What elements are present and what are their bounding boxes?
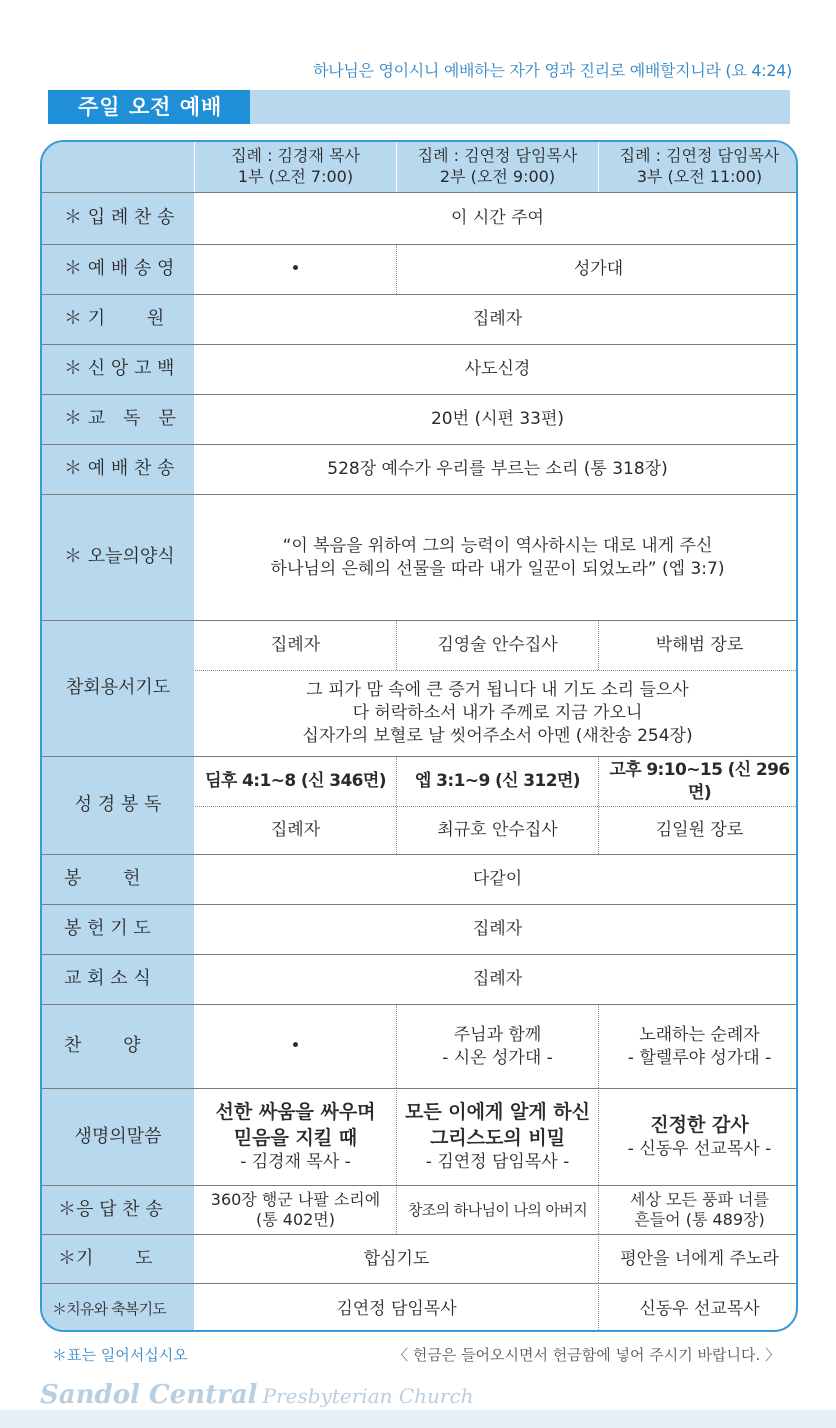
label-praise: ＊ 예 배 송 영 bbox=[64, 258, 175, 280]
confession-line-3: 십자가의 보혈로 날 씻어주소서 아멘 (새찬송 254장) bbox=[302, 725, 693, 746]
todays-word-line-1: “이 복음을 위하여 그의 능력이 역사하시는 대로 내게 주신 bbox=[282, 535, 713, 556]
header-leader-3: 집례 : 김연정 담임목사 bbox=[619, 146, 780, 166]
header-time-3: 3부 (오전 11:00) bbox=[636, 167, 763, 186]
header-leader-2: 집례 : 김연정 담임목사 bbox=[417, 146, 578, 166]
anthem-2-title: 주님과 함께 bbox=[453, 1024, 542, 1045]
scripture-reader-2: 최규호 안수집사 bbox=[437, 820, 558, 841]
label-offering: 봉 헌 bbox=[64, 868, 141, 890]
church-subtitle: Presbyterian Church bbox=[262, 1384, 474, 1408]
confession-line-2: 다 허락하소서 내가 주께로 지금 가오니 bbox=[352, 703, 643, 724]
confession-line-1: 그 피가 맘 속에 큰 증거 됩니다 내 기도 소리 들으사 bbox=[306, 680, 689, 701]
todays-word-verse bbox=[195, 495, 798, 620]
sermon-1-title-line-1: 선한 싸움을 싸우며 bbox=[215, 1100, 376, 1123]
scripture-reader-3: 김일원 장로 bbox=[655, 820, 744, 841]
bottom-band bbox=[0, 1410, 836, 1428]
stand-note: ＊표는 일어서십시오 bbox=[52, 1346, 188, 1364]
response-hymn-3-line-1: 세상 모든 풍파 너를 bbox=[630, 1190, 769, 1209]
scripture-verse: 하나님은 영이시니 예배하는 자가 영과 진리로 예배할지니라 (요 4:24) bbox=[313, 61, 792, 80]
confession-leader-3: 박해범 장로 bbox=[655, 635, 744, 656]
label-todays-word: ＊ 오늘의양식 bbox=[64, 546, 175, 568]
label-prayer: ＊기 도 bbox=[58, 1247, 153, 1269]
header-service-2 bbox=[397, 142, 598, 192]
header-service-1 bbox=[195, 142, 396, 192]
church-logo bbox=[40, 1380, 474, 1410]
label-offering-prayer: 봉 헌 기 도 bbox=[64, 918, 151, 940]
scripture-passage-2: 엡 3:1~9 (신 312면) bbox=[415, 771, 580, 792]
church-name: Sandol Central bbox=[40, 1380, 258, 1410]
response-hymn-1-line-1: 360장 행군 나팔 소리에 bbox=[210, 1190, 381, 1209]
confession-leader-2: 김영술 안수집사 bbox=[437, 635, 558, 656]
title-bar bbox=[48, 90, 790, 124]
confession-leader-1: 집례자 bbox=[270, 635, 321, 656]
praise-service-1: • bbox=[290, 259, 301, 280]
label-worship-hymn: ＊ 예 배 찬 송 bbox=[64, 458, 175, 480]
sermon-2-preacher: - 김연정 담임목사 - bbox=[425, 1152, 570, 1173]
invocation-value: 집례자 bbox=[472, 309, 523, 330]
sermon-2-title-line-2: 그리스도의 비밀 bbox=[429, 1126, 566, 1149]
label-scripture-reading: 성 경 봉 독 bbox=[74, 794, 162, 816]
prayer-services-1-2: 합심기도 bbox=[363, 1248, 430, 1269]
healing-service-3: 신동우 선교목사 bbox=[639, 1298, 760, 1319]
offering-value: 다같이 bbox=[472, 869, 523, 890]
header-time-2: 2부 (오전 9:00) bbox=[439, 167, 556, 186]
anthem-service-1: • bbox=[290, 1036, 301, 1057]
worship-order-table bbox=[40, 140, 798, 1332]
sermon-service-3 bbox=[599, 1089, 798, 1185]
creed-value: 사도신경 bbox=[464, 359, 531, 380]
response-hymn-service-3 bbox=[599, 1186, 798, 1234]
anthem-3-choir: - 할렐루야 성가대 - bbox=[627, 1047, 772, 1068]
label-anthem: 찬 양 bbox=[64, 1035, 141, 1057]
church-news-value: 집례자 bbox=[472, 969, 523, 990]
responsive-reading-value: 20번 (시편 33편) bbox=[430, 409, 565, 430]
anthem-3-title: 노래하는 순례자 bbox=[639, 1024, 760, 1045]
anthem-2-choir: - 시온 성가대 - bbox=[442, 1047, 553, 1068]
label-creed: ＊ 신 앙 고 백 bbox=[64, 358, 175, 380]
sermon-2-title-line-1: 모든 이에게 알게 하신 bbox=[404, 1100, 591, 1123]
sermon-3-preacher: - 신동우 선교목사 - bbox=[627, 1139, 772, 1160]
label-confession-prayer: 참회용서기도 bbox=[65, 677, 171, 699]
label-sermon: 생명의말씀 bbox=[74, 1125, 162, 1147]
response-hymn-3-line-2: 흔들어 (통 489장) bbox=[634, 1210, 765, 1229]
anthem-service-2 bbox=[397, 1005, 598, 1088]
offering-prayer-value: 집례자 bbox=[472, 919, 523, 940]
prayer-service-3: 평안을 너에게 주노라 bbox=[620, 1248, 779, 1269]
label-entrance-hymn: ＊ 입 례 찬 송 bbox=[64, 207, 175, 229]
worship-hymn-value: 528장 예수가 우리를 부르는 소리 (통 318장) bbox=[327, 459, 668, 480]
response-hymn-1-line-2: (통 402면) bbox=[255, 1210, 336, 1229]
sermon-service-1 bbox=[195, 1089, 396, 1185]
scripture-reader-1: 집례자 bbox=[270, 820, 321, 841]
scripture-passage-1: 딤후 4:1~8 (신 346면) bbox=[205, 771, 386, 792]
page-title: 주일 오전 예배 bbox=[48, 90, 250, 124]
response-hymn-service-1 bbox=[195, 1186, 396, 1234]
label-responsive-reading: ＊ 교 독 문 bbox=[64, 408, 176, 430]
sermon-service-2 bbox=[397, 1089, 598, 1185]
label-invocation: ＊ 기 원 bbox=[64, 308, 165, 330]
label-healing-prayer: ＊치유와 축복기도 bbox=[52, 1299, 166, 1318]
header-service-3 bbox=[599, 142, 798, 192]
healing-services-1-2: 김연정 담임목사 bbox=[336, 1298, 457, 1319]
todays-word-line-2: 하나님의 은혜의 선물을 따라 내가 일꾼이 되었노라” (엡 3:7) bbox=[270, 558, 725, 579]
header-time-1: 1부 (오전 7:00) bbox=[237, 167, 354, 186]
sermon-3-title: 진정한 감사 bbox=[650, 1113, 749, 1136]
scripture-passage-3: 고후 9:10~15 (신 296면) bbox=[609, 759, 790, 803]
response-hymn-service-2: 창조의 하나님이 나의 아버지 bbox=[407, 1200, 588, 1219]
entrance-hymn-value: 이 시간 주여 bbox=[451, 208, 544, 229]
label-church-news: 교 회 소 식 bbox=[64, 968, 151, 990]
confession-hymn-text bbox=[195, 671, 798, 756]
sermon-1-preacher: - 김경재 목사 - bbox=[240, 1152, 351, 1173]
offering-note: 〈 헌금은 들어오시면서 헌금함에 넣어 주시기 바랍니다. 〉 bbox=[393, 1346, 780, 1364]
header-leader-1: 집례 : 김경재 목사 bbox=[231, 146, 360, 166]
label-response-hymn: ＊응 답 찬 송 bbox=[58, 1198, 163, 1220]
praise-choir: 성가대 bbox=[573, 259, 624, 280]
anthem-service-3 bbox=[599, 1005, 798, 1088]
sermon-1-title-line-2: 믿음을 지킬 때 bbox=[233, 1126, 358, 1149]
